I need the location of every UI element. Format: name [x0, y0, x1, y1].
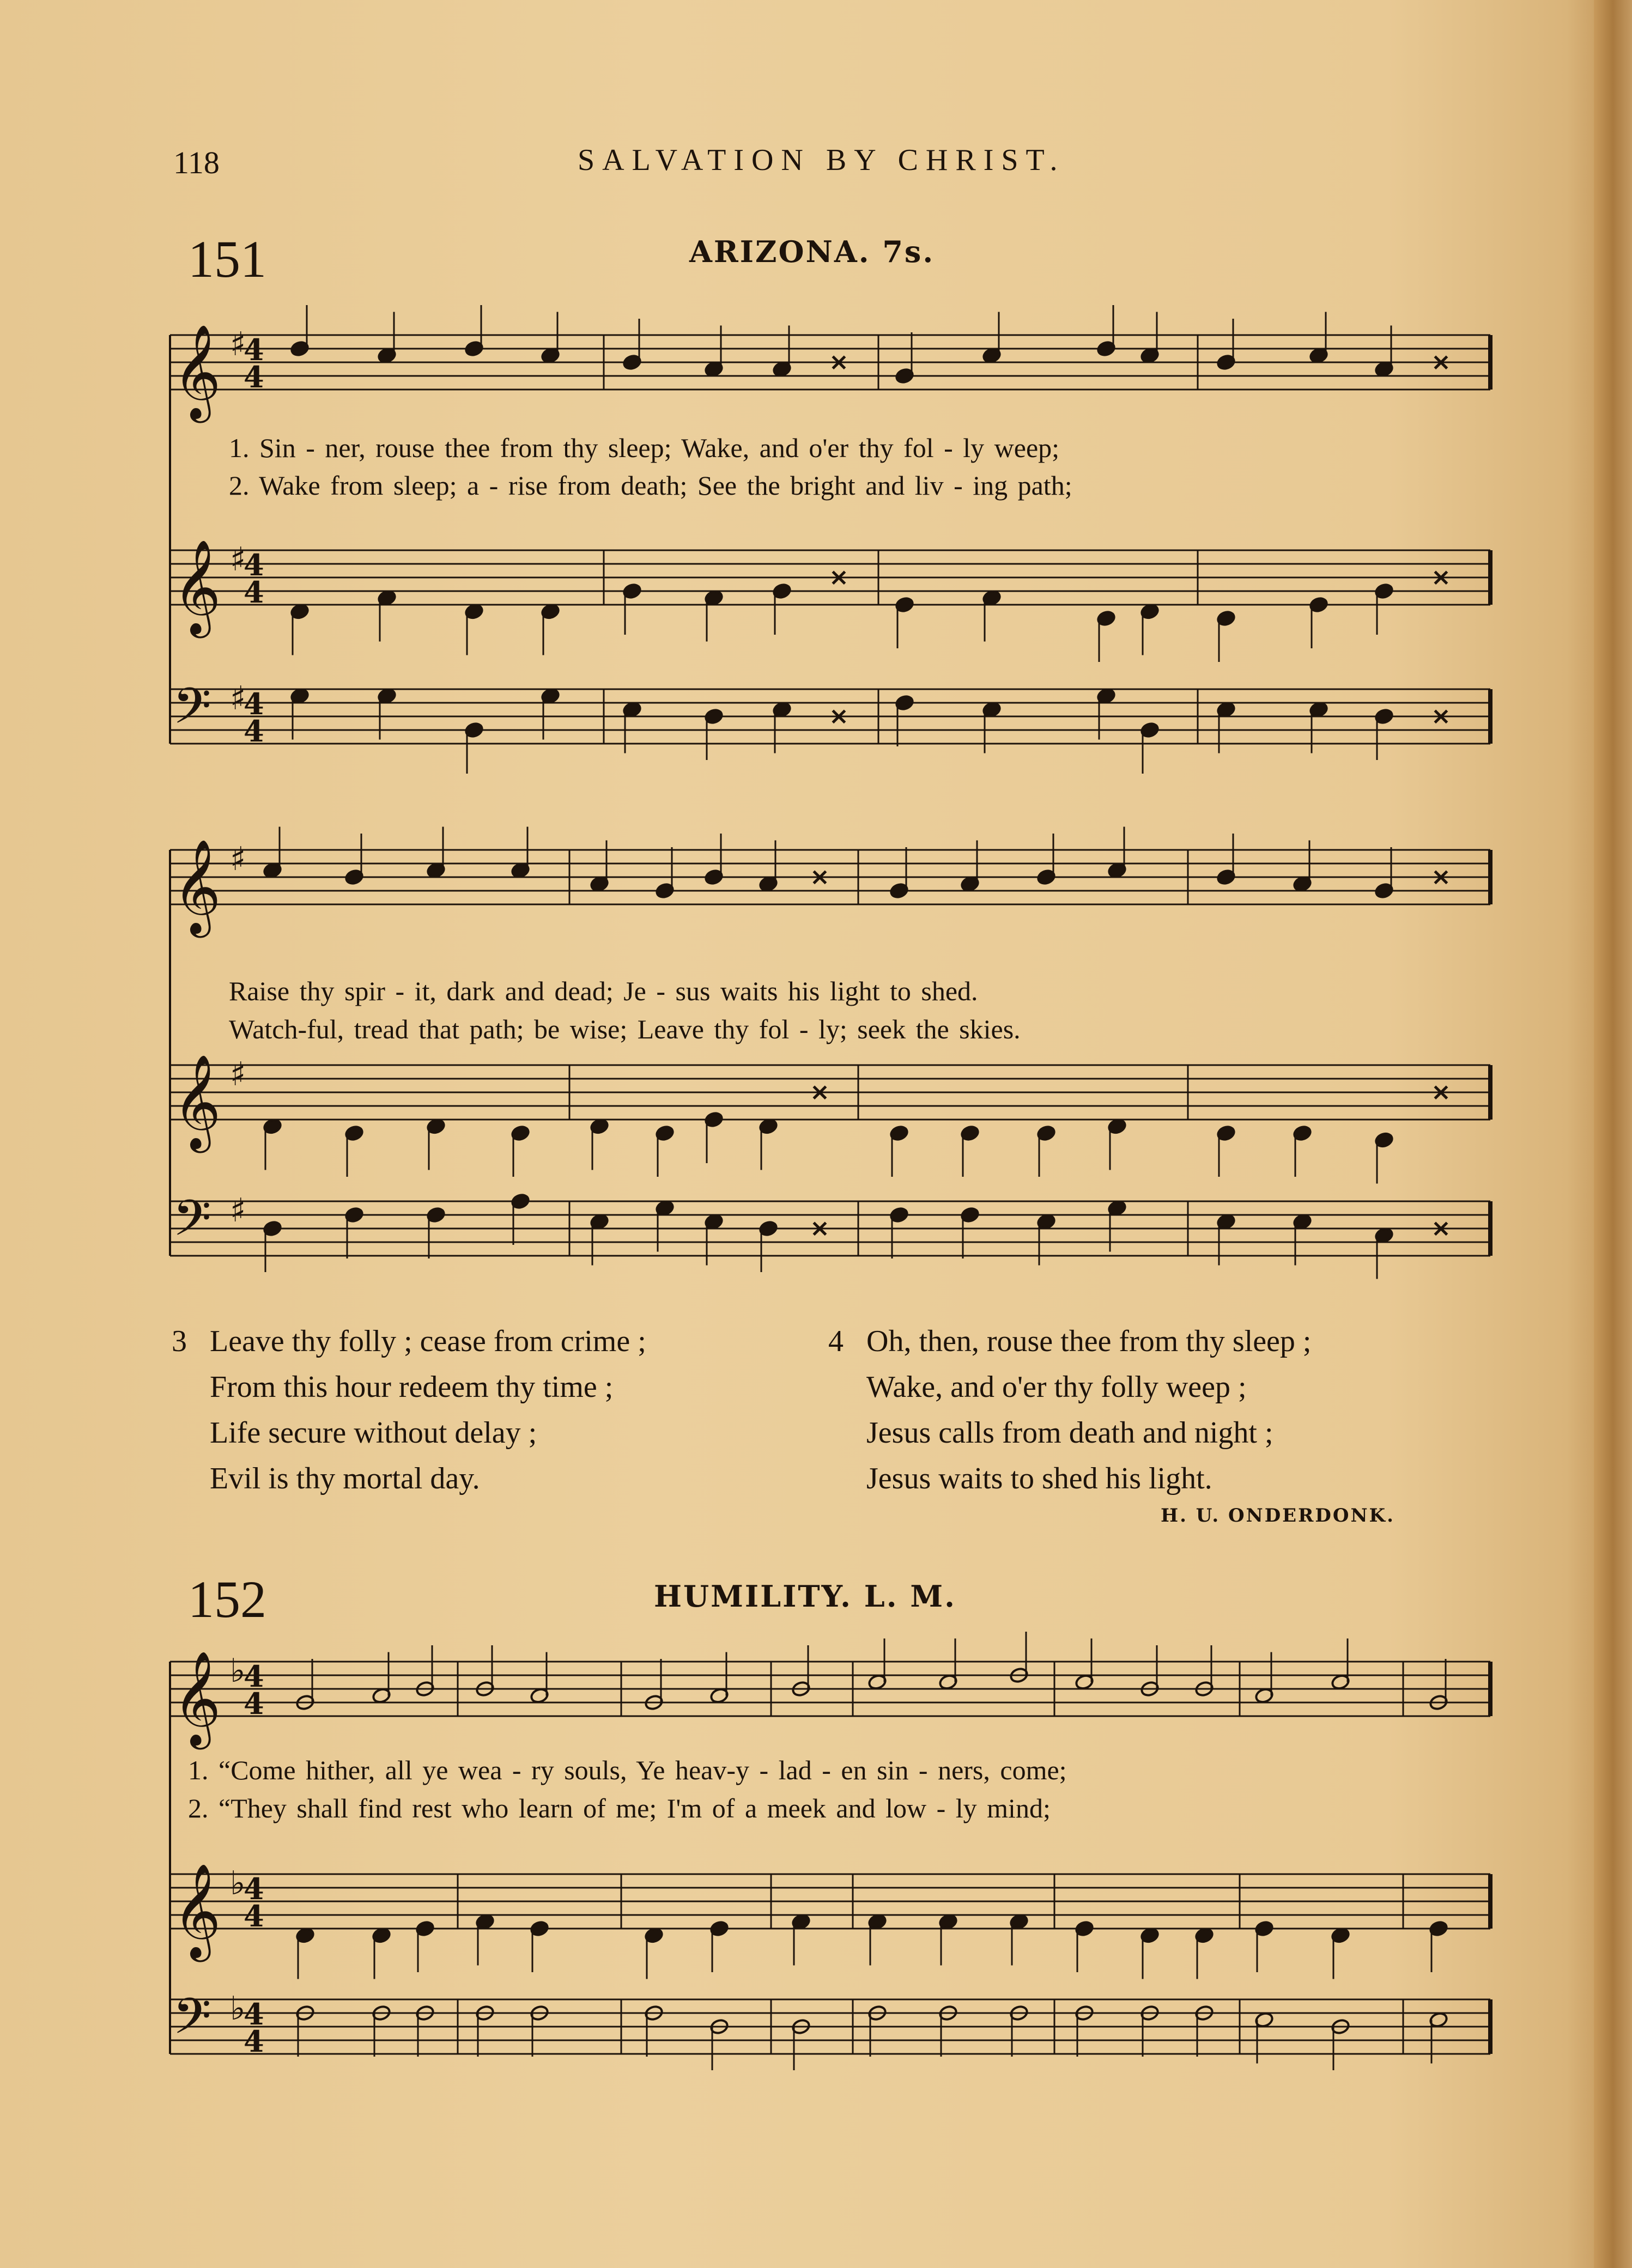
- stanza-4-line-3: Jesus calls from death and night ;: [866, 1416, 1273, 1450]
- hymn-152-lyric-a: 1. “Come hither, all ye wea - ry souls, Ye heav-y - lad - en sin - ners, come;: [188, 1755, 1067, 1785]
- hymn-151-lyric-2a: Raise thy spir - it, dark and dead; Je - sus waits his light to shed.: [229, 976, 978, 1006]
- h151-s2-treble-rest: ×: [1431, 863, 1451, 891]
- hymn-151-lyric-1b: 2. Wake from sleep; a - rise from death; See the bright and liv - ing path;: [229, 470, 1072, 501]
- stanza-3-line-4: Evil is thy mortal day.: [210, 1462, 480, 1495]
- h151-s1-treble-rest: ×: [1431, 348, 1451, 376]
- h152-bass-clef: 𝄢: [173, 1987, 211, 2057]
- h151-s1-alto-time: 4: [244, 575, 264, 610]
- h151-s1-alto-key: ♯: [230, 540, 246, 579]
- h151-s1-treble-rest: ×: [829, 348, 849, 376]
- h152-bass-time: 4: [244, 1997, 264, 2032]
- h152-alto-clef: 𝄞: [173, 1863, 221, 1958]
- h151-s1-treble-key: ♯: [230, 325, 246, 363]
- h151-s1-treble-time: 4: [244, 332, 264, 367]
- hymn-152-number: 152: [188, 1570, 266, 1628]
- h151-s1-treble-time: 4: [244, 360, 264, 394]
- h151-s1-bass-rest: ×: [1431, 702, 1451, 730]
- h151-s2-alto-clef: 𝄞: [173, 1054, 221, 1149]
- h151-s1-bass-time: 4: [244, 686, 264, 721]
- hymn-151-lyric-1a: 1. Sin - ner, rouse thee from thy sleep; Wake, and o'er thy fol - ly weep;: [229, 433, 1060, 463]
- h151-s2-bass-rest: ×: [810, 1214, 830, 1242]
- hymn-151-lyric-2b: Watch-ful, tread that path; be wise; Leave thy fol - ly; seek the skies.: [229, 1014, 1021, 1044]
- hymn-151-tune: ARIZONA. 7s.: [689, 234, 935, 269]
- stanza-4-line-1: Oh, then, rouse thee from thy sleep ;: [866, 1324, 1312, 1358]
- hymn-151-number: 151: [188, 230, 266, 288]
- h151-s2-treble-key: ♯: [230, 840, 246, 878]
- h151-s2-treble-rest: ×: [810, 863, 830, 891]
- running-title: SALVATION BY CHRIST.: [578, 143, 1065, 177]
- h151-s2-alto-key: ♯: [230, 1055, 246, 1093]
- h152-treble-clef: 𝄞: [173, 1651, 221, 1746]
- hymn-152-lyric-b: 2. “They shall find rest who learn of me; I'm of a meek and low - ly mind;: [188, 1793, 1051, 1823]
- hymn-151-author: H. U. ONDERDONK.: [1161, 1505, 1395, 1527]
- h151-s1-bass-key: ♯: [230, 679, 246, 718]
- stanza-3-line-1: Leave thy folly ; cease from crime ;: [210, 1324, 646, 1358]
- h151-s2-bass-rest: ×: [1431, 1214, 1451, 1242]
- h151-s1-alto-clef: 𝄞: [173, 539, 221, 634]
- stanza-3-number: 3: [172, 1324, 187, 1358]
- h152-treble-time: 4: [244, 1659, 264, 1694]
- stanza-3-line-3: Life secure without delay ;: [210, 1416, 537, 1450]
- h152-treble-key: ♭: [230, 1652, 246, 1690]
- h152-alto-time: 4: [244, 1899, 264, 1933]
- h151-s1-bass-rest: ×: [829, 702, 849, 730]
- h151-s2-alto-rest: ×: [1431, 1078, 1451, 1106]
- h152-bass-time: 4: [244, 2024, 264, 2059]
- hymn-152-tune: HUMILITY. L. M.: [654, 1579, 956, 1614]
- stanza-3-line-2: From this hour redeem thy time ;: [210, 1370, 614, 1404]
- h151-s1-bass-time: 4: [244, 714, 264, 749]
- h152-alto-time: 4: [244, 1871, 264, 1906]
- h152-treble-time: 4: [244, 1686, 264, 1721]
- stanza-4-line-2: Wake, and o'er thy folly weep ;: [866, 1370, 1247, 1404]
- h151-s2-alto-rest: ×: [810, 1078, 830, 1106]
- page-number: 118: [173, 145, 220, 180]
- h151-s1-bass-clef: 𝄢: [173, 677, 211, 747]
- h152-bass-key: ♭: [230, 1990, 246, 2028]
- h151-s1-alto-rest: ×: [1431, 563, 1451, 591]
- h151-s1-treble-clef: 𝄞: [173, 324, 221, 419]
- stanza-4-line-4: Jesus waits to shed his light.: [866, 1462, 1212, 1495]
- h151-s1-alto-time: 4: [244, 548, 264, 582]
- h151-s2-bass-clef: 𝄢: [173, 1189, 211, 1259]
- h151-s2-bass-key: ♯: [230, 1191, 246, 1230]
- h151-s2-treble-clef: 𝄞: [173, 839, 221, 934]
- h151-s1-alto-rest: ×: [829, 563, 849, 591]
- h152-alto-key: ♭: [230, 1864, 246, 1902]
- stanza-4-number: 4: [828, 1324, 844, 1358]
